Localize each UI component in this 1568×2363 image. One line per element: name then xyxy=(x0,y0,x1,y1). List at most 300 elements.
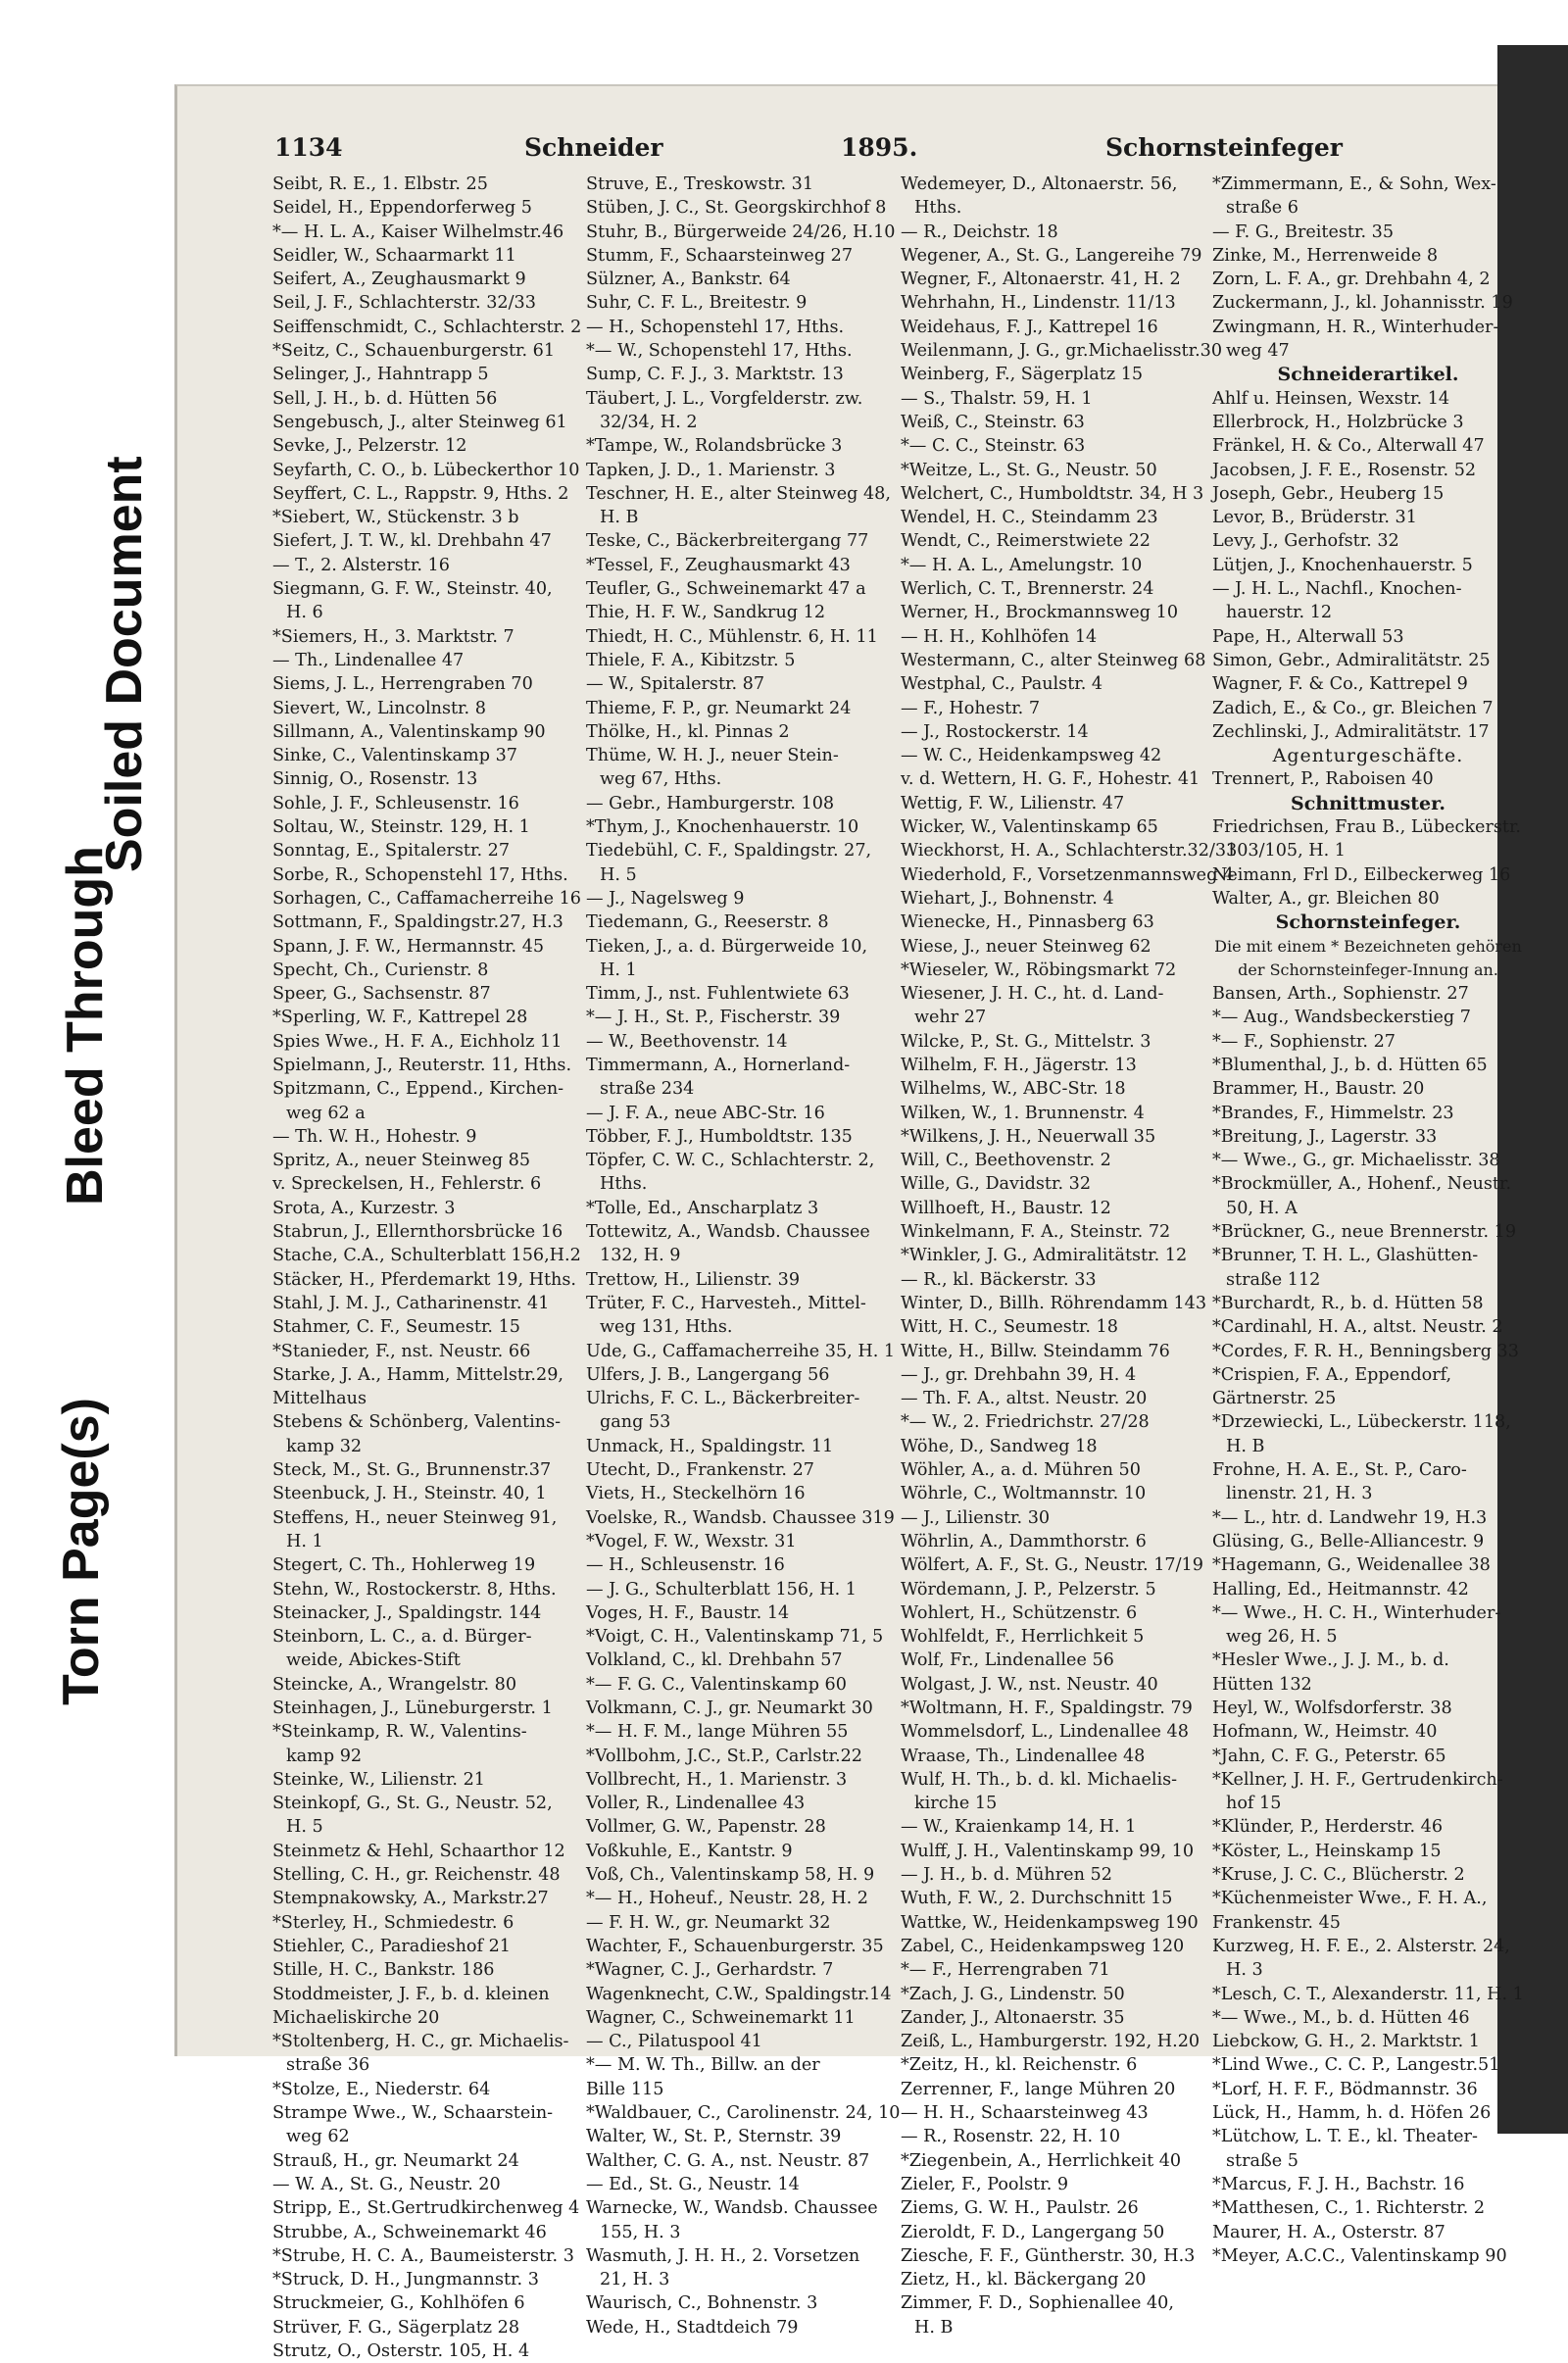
directory-entry: Stille, H. C., Bankstr. 186 xyxy=(272,1960,495,1981)
directory-entry: Wasmuth, J. H. H., 2. Vorsetzen xyxy=(586,2245,860,2266)
directory-entry: *— Wwe., M., b. d. Hütten 46 xyxy=(1212,2007,1470,2028)
directory-entry: Wettig, F. W., Lilienstr. 47 xyxy=(901,793,1125,813)
directory-entry: Soltau, W., Steinstr. 129, H. 1 xyxy=(272,817,530,838)
directory-entry: Wommelsdorf, L., Lindenallee 48 xyxy=(901,1722,1189,1743)
directory-entry: *Klünder, P., Herderstr. 46 xyxy=(1212,1817,1444,1838)
directory-entry: *Marcus, F. J. H., Bachstr. 16 xyxy=(1212,2174,1465,2194)
directory-entry: Walther, C. G. A., nst. Neustr. 87 xyxy=(586,2150,870,2171)
directory-entry: Steffens, H., neuer Steinweg 91, xyxy=(272,1507,558,1528)
directory-entry: 50, H. A xyxy=(1226,1198,1298,1218)
directory-entry: Seil, J. F., Schlachterstr. 32/33 xyxy=(272,293,536,314)
directory-entry: *— F., Herrengraben 71 xyxy=(901,1960,1110,1981)
directory-entry: Wattke, W., Heidenkampsweg 190 xyxy=(901,1912,1199,1933)
directory-entry: Steck, M., St. G., Brunnenstr.37 xyxy=(272,1460,552,1481)
directory-entry: Strutz, O., Osterstr. 105, H. 4 xyxy=(272,2341,530,2362)
directory-entry: Weidehaus, F. J., Kattrepel 16 xyxy=(901,317,1158,337)
directory-entry: Stebens & Schönberg, Valentins- xyxy=(272,1412,562,1433)
directory-entry: H. 5 xyxy=(286,1817,323,1838)
directory-entry: Wille, G., Davidstr. 32 xyxy=(901,1174,1092,1195)
directory-entry: H. B xyxy=(600,508,639,528)
directory-entry: Voller, R., Lindenallee 43 xyxy=(586,1794,806,1814)
directory-entry: Will, C., Beethovenstr. 2 xyxy=(901,1151,1111,1171)
directory-entry: *Crispien, F. A., Eppendorf, xyxy=(1212,1364,1452,1385)
directory-entry: Többer, F. J., Humboldtstr. 135 xyxy=(586,1126,853,1147)
directory-entry: straße 6 xyxy=(1226,198,1298,219)
directory-entry: — Th., Lindenallee 47 xyxy=(272,650,465,670)
directory-entry: Siefert, J. T. W., kl. Drehbahn 47 xyxy=(272,531,552,552)
directory-entry: Timmermann, A., Hornerland- xyxy=(586,1055,851,1075)
directory-entry: Zechlinski, J., Admiralitätstr. 17 xyxy=(1212,721,1490,742)
directory-entry: Wilhelms, W., ABC-Str. 18 xyxy=(901,1079,1126,1100)
directory-entry: *Jahn, C. F. G., Peterstr. 65 xyxy=(1212,1746,1446,1766)
directory-entry: Bansen, Arth., Sophienstr. 27 xyxy=(1212,984,1469,1005)
directory-entry: *Brückner, G., neue Brennerstr. 19 xyxy=(1212,1222,1517,1243)
directory-entry: Thie, H. F. W., Sandkrug 12 xyxy=(586,603,826,623)
running-head xyxy=(274,133,1490,165)
directory-entry: Zabel, C., Heidenkampsweg 120 xyxy=(901,1936,1185,1956)
directory-entry: Teske, C., Bäckerbreitergang 77 xyxy=(586,531,869,552)
directory-entry: *Brunner, T. H. L., Glashütten- xyxy=(1212,1246,1479,1266)
directory-entry: *Cardinahl, H. A., altst. Neustr. 2 xyxy=(1212,1317,1503,1338)
running-head-year: 1895. xyxy=(841,133,918,162)
directory-entry: Strubbe, A., Schweinemarkt 46 xyxy=(272,2222,547,2242)
directory-entry: *Zach, J. G., Lindenstr. 50 xyxy=(901,1984,1125,2004)
directory-entry: 155, H. 3 xyxy=(600,2222,681,2242)
stamp-soiled-document: Soiled Document xyxy=(96,456,153,872)
directory-entry: weg 47 xyxy=(1226,341,1290,362)
directory-entry: kamp 32 xyxy=(286,1436,363,1456)
section-heading: Schnittmuster. xyxy=(1290,792,1446,814)
directory-entry: Volkmann, C. J., gr. Neumarkt 30 xyxy=(586,1698,873,1718)
directory-entry: Wicker, W., Valentinskamp 65 xyxy=(901,817,1158,838)
directory-entry: Suhr, C. F. L., Breitestr. 9 xyxy=(586,293,808,314)
directory-entry: *Brandes, F., Himmelstr. 23 xyxy=(1212,1103,1454,1123)
directory-entry: Ude, G., Caffamacherreihe 35, H. 1 xyxy=(586,1341,896,1361)
directory-entry: *— M. W. Th., Billw. an der xyxy=(586,2055,820,2076)
directory-entry: Sorhagen, C., Caffamacherreihe 16 xyxy=(272,888,581,909)
directory-entry: *Struck, D. H., Jungmannstr. 3 xyxy=(272,2270,539,2290)
directory-entry: Zieler, F., Poolstr. 9 xyxy=(901,2174,1069,2194)
directory-entry: kirche 15 xyxy=(914,1794,998,1814)
directory-entry: *— W., Schopenstehl 17, Hths. xyxy=(586,341,853,362)
directory-entry: Spielmann, J., Reuterstr. 11, Hths. xyxy=(272,1055,572,1075)
directory-entry: *Wagner, C. J., Gerhardstr. 7 xyxy=(586,1960,834,1981)
directory-entry: Werner, H., Brockmannsweg 10 xyxy=(901,603,1179,623)
directory-entry: *Sperling, W. F., Kattrepel 28 xyxy=(272,1008,528,1028)
directory-entry: Sinnig, O., Rosenstr. 13 xyxy=(272,769,478,790)
directory-entry: Zeiß, L., Hamburgerstr. 192, H.20 xyxy=(901,2032,1200,2052)
directory-entry: Sottmann, F., Spaldingstr.27, H.3 xyxy=(272,912,564,933)
directory-entry: Zuckermann, J., kl. Johannisstr. 19 xyxy=(1212,293,1513,314)
directory-entry: *Hesler Wwe., J. J. M., b. d. xyxy=(1212,1650,1449,1671)
directory-entry: Stahl, J. M. J., Catharinenstr. 41 xyxy=(272,1293,550,1313)
directory-entry: *— H. A. L., Amelungstr. 10 xyxy=(901,555,1143,575)
directory-entry: Steinhagen, J., Lüneburgerstr. 1 xyxy=(272,1698,553,1718)
directory-entry: Sengebusch, J., alter Steinweg 61 xyxy=(272,412,567,432)
directory-entry: Wagner, C., Schweinemarkt 11 xyxy=(586,2007,856,2028)
directory-entry: Weilenmann, J. G., gr.Michaelisstr.30 xyxy=(901,341,1223,362)
directory-entry: Strampe Wwe., W., Schaarstein- xyxy=(272,2103,554,2124)
directory-entry: 103/105, H. 1 xyxy=(1226,841,1346,862)
directory-entry: hauerstr. 12 xyxy=(1226,603,1333,623)
directory-entry: Westphal, C., Paulstr. 4 xyxy=(901,674,1103,695)
directory-entry: Thieme, F. P., gr. Neumarkt 24 xyxy=(586,698,852,718)
directory-entry: Sievert, W., Lincolnstr. 8 xyxy=(272,698,486,718)
directory-entry: Stehn, W., Rostockerstr. 8, Hths. xyxy=(272,1579,557,1600)
directory-entry: Spann, J. F. W., Hermannstr. 45 xyxy=(272,936,545,957)
directory-entry: — R., Deichstr. 18 xyxy=(901,222,1058,242)
directory-entry: weg 26, H. 5 xyxy=(1226,1627,1338,1648)
directory-entry: Levy, J., Gerhofstr. 32 xyxy=(1212,531,1399,552)
directory-entry: — R., Rosenstr. 22, H. 10 xyxy=(901,2127,1121,2147)
directory-entry: Hths. xyxy=(914,198,962,219)
directory-entry: *Thym, J., Knochenhauerstr. 10 xyxy=(586,817,859,838)
directory-entry: — F., Hohestr. 7 xyxy=(901,698,1041,718)
directory-entry: Stäcker, H., Pferdemarkt 19, Hths. xyxy=(272,1269,577,1290)
directory-entry: *— H. F. M., lange Mühren 55 xyxy=(586,1722,849,1743)
stamp-torn-pages: Torn Page(s) xyxy=(53,1398,110,1705)
directory-entry: Witt, H. C., Seumestr. 18 xyxy=(901,1317,1118,1338)
directory-entry: Wolf, Fr., Lindenallee 56 xyxy=(901,1650,1114,1671)
directory-entry: *Lind Wwe., C. C. P., Langestr.51 xyxy=(1212,2055,1500,2076)
directory-entry: *Lesch, C. T., Alexanderstr. 11, H. 1 xyxy=(1212,1984,1524,2004)
directory-entry: Ulfers, J. B., Langergang 56 xyxy=(586,1364,830,1385)
directory-entry: hof 15 xyxy=(1226,1794,1282,1814)
directory-entry: Tieken, J., a. d. Bürgerweide 10, xyxy=(586,936,868,957)
directory-entry: *Tessel, F., Zeughausmarkt 43 xyxy=(586,555,851,575)
directory-entry: Steenbuck, J. H., Steinstr. 40, 1 xyxy=(272,1484,547,1504)
directory-entry: H. 1 xyxy=(600,960,637,980)
directory-entry: H. B xyxy=(1226,1436,1265,1456)
directory-entry: Timm, J., nst. Fuhlentwiete 63 xyxy=(586,984,850,1005)
directory-entry: Tapken, J. D., 1. Marienstr. 3 xyxy=(586,460,836,480)
directory-entry: Hofmann, W., Heimstr. 40 xyxy=(1212,1722,1438,1743)
directory-entry: Stache, C.A., Schulterblatt 156,H.2 xyxy=(272,1246,581,1266)
directory-entry: straße 36 xyxy=(286,2055,370,2076)
directory-entry: Walter, A., gr. Bleichen 80 xyxy=(1212,888,1440,909)
directory-entry: Weinberg, F., Sägerplatz 15 xyxy=(901,365,1144,385)
directory-entry: Wulff, J. H., Valentinskamp 99, 10 xyxy=(901,1841,1195,1861)
directory-entry: Specht, Ch., Curienstr. 8 xyxy=(272,960,489,980)
directory-entry: *Matthesen, C., 1. Richterstr. 2 xyxy=(1212,2198,1486,2219)
directory-entry: Wendel, H. C., Steindamm 23 xyxy=(901,508,1158,528)
condition-stamp xyxy=(20,176,153,1725)
directory-entry: *Strube, H. C. A., Baumeisterstr. 3 xyxy=(272,2245,574,2266)
directory-entry: Wilhelm, F. H., Jägerstr. 13 xyxy=(901,1055,1137,1075)
directory-entry: Unmack, H., Spaldingstr. 11 xyxy=(586,1436,834,1456)
directory-entry: gang 53 xyxy=(600,1412,671,1433)
directory-entry: Srota, A., Kurzestr. 3 xyxy=(272,1198,456,1218)
directory-entry: *— Wwe., H. C. H., Winterhuder- xyxy=(1212,1602,1501,1623)
directory-entry: Struve, E., Treskowstr. 31 xyxy=(586,174,814,194)
directory-entry: *Drzewiecki, L., Lübeckerstr. 118, xyxy=(1212,1412,1511,1433)
directory-entry: Wöhrle, C., Woltmannstr. 10 xyxy=(901,1484,1147,1504)
directory-entry: *Siebert, W., Stückenstr. 3 b xyxy=(272,508,519,528)
directory-entry: Trüter, F. C., Harvesteh., Mittel- xyxy=(586,1293,866,1313)
directory-entry: Westermann, C., alter Steinweg 68 xyxy=(901,650,1206,670)
directory-entry: Welchert, C., Humboldtstr. 34, H 3 xyxy=(901,483,1204,504)
directory-entry: Winkelmann, F. A., Steinstr. 72 xyxy=(901,1222,1171,1243)
directory-entry: Vollbrecht, H., 1. Marienstr. 3 xyxy=(586,1769,848,1790)
directory-entry: Seidel, H., Eppendorferweg 5 xyxy=(272,198,532,219)
directory-entry: *Hagemann, G., Weidenallee 38 xyxy=(1212,1555,1491,1576)
directory-entry: Wolgast, J. W., nst. Neustr. 40 xyxy=(901,1674,1158,1695)
directory-entry: *Voigt, C. H., Valentinskamp 71, 5 xyxy=(586,1627,884,1648)
directory-entry: Wördemann, J. P., Pelzerstr. 5 xyxy=(901,1579,1156,1600)
directory-entry: Strauß, H., gr. Neumarkt 24 xyxy=(272,2150,519,2171)
running-head-right: Schornsteinfeger xyxy=(1105,133,1343,162)
directory-entry: Stiehler, C., Paradieshof 21 xyxy=(272,1936,511,1956)
directory-entry: Steinkopf, G., St. G., Neustr. 52, xyxy=(272,1794,553,1814)
directory-entry: *Steinkamp, R. W., Valentins- xyxy=(272,1722,527,1743)
directory-entry: Tiedebühl, C. F., Spaldingstr. 27, xyxy=(586,841,872,862)
directory-entry: Sump, C. F. J., 3. Marktstr. 13 xyxy=(586,365,844,385)
directory-entry: Thölke, H., kl. Pinnas 2 xyxy=(586,721,790,742)
directory-entry: Trettow, H., Lilienstr. 39 xyxy=(586,1269,801,1290)
directory-entry: Wohlfeldt, F., Herrlichkeit 5 xyxy=(901,1627,1145,1648)
directory-entry: *Stoltenberg, H. C., gr. Michaelis- xyxy=(272,2032,569,2052)
directory-entry: Hths. xyxy=(600,1174,648,1195)
directory-entry: — C., Pilatuspool 41 xyxy=(586,2032,762,2052)
directory-entry: Michaeliskirche 20 xyxy=(272,2007,440,2028)
directory-entry: — J., gr. Drehbahn 39, H. 4 xyxy=(901,1364,1137,1385)
directory-entry: Viets, H., Steckelhörn 16 xyxy=(586,1484,806,1504)
section-note: Die mit einem * Bezeichneten gehören xyxy=(1214,936,1522,956)
directory-entry: 32/34, H. 2 xyxy=(600,412,698,432)
directory-entry: Trennert, P., Raboisen 40 xyxy=(1212,769,1434,790)
directory-entry: — J., Nagelsweg 9 xyxy=(586,888,745,909)
directory-entry: Steinborn, L. C., a. d. Bürger- xyxy=(272,1627,532,1648)
directory-entry: *Meyer, A.C.C., Valentinskamp 90 xyxy=(1212,2245,1507,2266)
directory-entry: Stegert, C. Th., Hohlerweg 19 xyxy=(272,1555,536,1576)
directory-entry: Voges, H. F., Baustr. 14 xyxy=(586,1602,790,1623)
directory-entry: Ulrichs, F. C. L., Bäckerbreiter- xyxy=(586,1389,860,1409)
directory-entry: Maurer, H. A., Osterstr. 87 xyxy=(1212,2222,1446,2242)
directory-entry: Joseph, Gebr., Heuberg 15 xyxy=(1212,483,1445,504)
directory-entry: Zander, J., Altonaerstr. 35 xyxy=(901,2007,1125,2028)
directory-entry: *Lorf, H. F. F., Bödmannstr. 36 xyxy=(1212,2079,1478,2099)
directory-entry: weg 62 a xyxy=(286,1103,366,1123)
directory-entry: Stoddmeister, J. F., b. d. kleinen xyxy=(272,1984,550,2004)
directory-entry: Speer, G., Sachsenstr. 87 xyxy=(272,984,491,1005)
directory-entry: Spitzmann, C., Eppend., Kirchen- xyxy=(272,1079,564,1100)
directory-entry: Hütten 132 xyxy=(1212,1674,1312,1695)
directory-entry: *— Aug., Wandsbeckerstieg 7 xyxy=(1212,1008,1471,1028)
directory-entry: Thiele, F. A., Kibitzstr. 5 xyxy=(586,650,796,670)
directory-entry: H. 6 xyxy=(286,603,323,623)
directory-entry: — R., kl. Bäckerstr. 33 xyxy=(901,1269,1097,1290)
directory-entry: Ahlf u. Heinsen, Wexstr. 14 xyxy=(1212,388,1450,409)
directory-entry: Steinmetz & Hehl, Schaarthor 12 xyxy=(272,1841,565,1861)
directory-entry: Fränkel, H. & Co., Alterwall 47 xyxy=(1212,436,1485,457)
directory-entry: Tottewitz, A., Wandsb. Chaussee xyxy=(586,1222,870,1243)
directory-entry: *Kruse, J. C. C., Blücherstr. 2 xyxy=(1212,1865,1465,1886)
directory-entry: Ziesche, F. F., Güntherstr. 30, H.3 xyxy=(901,2245,1196,2266)
directory-entry: — W., Kraienkamp 14, H. 1 xyxy=(901,1817,1137,1838)
directory-entry: Volkland, C., kl. Drehbahn 57 xyxy=(586,1650,843,1671)
directory-entry: — Ed., St. G., Neustr. 14 xyxy=(586,2174,800,2194)
directory-entry: — H., Schopenstehl 17, Hths. xyxy=(586,317,845,337)
directory-column-2 xyxy=(586,172,901,2339)
directory-entry: — J. F. A., neue ABC-Str. 16 xyxy=(586,1103,825,1123)
directory-entry: Starke, J. A., Hamm, Mittelstr.29, xyxy=(272,1364,564,1385)
directory-entry: Stahmer, C. F., Seumestr. 15 xyxy=(272,1317,521,1338)
directory-entry: — T., 2. Alsterstr. 16 xyxy=(272,555,450,575)
directory-entry: Seidler, W., Schaarmarkt 11 xyxy=(272,245,516,266)
directory-entry: Struckmeier, G., Kohlhöfen 6 xyxy=(272,2293,525,2314)
directory-entry: H. 5 xyxy=(600,864,637,885)
directory-entry: straße 112 xyxy=(1226,1269,1321,1290)
directory-entry: *Lütchow, L. T. E., kl. Theater- xyxy=(1212,2127,1478,2147)
directory-entry: Willhoeft, H., Baustr. 12 xyxy=(901,1198,1111,1218)
directory-entry: *Wieseler, W., Röbingsmarkt 72 xyxy=(901,960,1177,980)
directory-entry: Wendt, C., Reimerstwiete 22 xyxy=(901,531,1151,552)
directory-entry: Voelske, R., Wandsb. Chaussee 319 xyxy=(586,1507,895,1528)
directory-entry: Jacobsen, J. F. E., Rosenstr. 52 xyxy=(1212,460,1477,480)
directory-entry: — H., Schleusenstr. 16 xyxy=(586,1555,785,1576)
directory-entry: Wilken, W., 1. Brunnenstr. 4 xyxy=(901,1103,1145,1123)
directory-entry: Vollmer, G. W., Papenstr. 28 xyxy=(586,1817,826,1838)
directory-entry: — S., Thalstr. 59, H. 1 xyxy=(901,388,1093,409)
directory-entry: Wraase, Th., Lindenallee 48 xyxy=(901,1746,1146,1766)
directory-entry: *— C. C., Steinstr. 63 xyxy=(901,436,1086,457)
directory-entry: Steinke, W., Lilienstr. 21 xyxy=(272,1769,485,1790)
directory-entry: Wegener, A., St. G., Langereihe 79 xyxy=(901,245,1202,266)
directory-entry: Simon, Gebr., Admiralitätstr. 25 xyxy=(1212,650,1491,670)
directory-entry: *Vogel, F. W., Wexstr. 31 xyxy=(586,1531,797,1551)
directory-entry: Bille 115 xyxy=(586,2079,664,2099)
directory-entry: Thüme, W. H. J., neuer Stein- xyxy=(586,746,839,766)
directory-entry: wehr 27 xyxy=(914,1008,987,1028)
directory-entry: *Burchardt, R., b. d. Hütten 58 xyxy=(1212,1293,1484,1313)
directory-entry: Ellerbrock, H., Holzbrücke 3 xyxy=(1212,412,1464,432)
directory-entry: Winter, D., Billh. Röhrendamm 143 xyxy=(901,1293,1207,1313)
directory-entry: *— H. L. A., Kaiser Wilhelmstr.46 xyxy=(272,222,564,242)
directory-entry: Wilcke, P., St. G., Mittelstr. 3 xyxy=(901,1031,1152,1052)
directory-entry: Frohne, H. A. E., St. P., Caro- xyxy=(1212,1460,1467,1481)
directory-entry: Wuth, F. W., 2. Durchschnitt 15 xyxy=(901,1889,1173,1909)
page-number: 1134 xyxy=(274,133,343,162)
directory-entry: *Tolle, Ed., Anscharplatz 3 xyxy=(586,1198,819,1218)
directory-entry: Heyl, W., Wolfsdorferstr. 38 xyxy=(1212,1698,1452,1718)
directory-entry: Wulf, H. Th., b. d. kl. Michaelis- xyxy=(901,1769,1178,1790)
directory-entry: Wiederhold, F., Vorsetzenmannsweg 4 xyxy=(901,864,1235,885)
directory-entry: Voß, Ch., Valentinskamp 58, H. 9 xyxy=(586,1865,875,1886)
directory-entry: Tiedemann, G., Reeserstr. 8 xyxy=(586,912,829,933)
directory-entry: Stumm, F., Schaarsteinweg 27 xyxy=(586,245,854,266)
directory-entry: Spritz, A., neuer Steinweg 85 xyxy=(272,1151,531,1171)
directory-entry: — J., Rostockerstr. 14 xyxy=(901,721,1089,742)
directory-entry: Neimann, Frl D., Eilbeckerweg 16 xyxy=(1212,864,1511,885)
directory-entry: Sohle, J. F., Schleusenstr. 16 xyxy=(272,793,519,813)
directory-entry: Levor, B., Brüderstr. 31 xyxy=(1212,508,1417,528)
directory-entry: — Th. F. A., altst. Neustr. 20 xyxy=(901,1389,1148,1409)
directory-entry: Waurisch, C., Bohnenstr. 3 xyxy=(586,2293,818,2314)
directory-entry: Wiese, J., neuer Steinweg 62 xyxy=(901,936,1152,957)
directory-entry: Zerrenner, F., lange Mühren 20 xyxy=(901,2079,1176,2099)
directory-entry: Sillmann, A., Valentinskamp 90 xyxy=(272,721,546,742)
directory-entry: Zadich, E., & Co., gr. Bleichen 7 xyxy=(1212,698,1494,718)
directory-entry: Zwingmann, H. R., Winterhuder- xyxy=(1212,317,1499,337)
directory-entry: Weiß, C., Steinstr. 63 xyxy=(901,412,1085,432)
directory-column-3 xyxy=(901,172,1238,2339)
directory-entry: Wegner, F., Altonaerstr. 41, H. 2 xyxy=(901,270,1181,290)
directory-entry: linenstr. 21, H. 3 xyxy=(1226,1484,1373,1504)
directory-entry: *Zimmermann, E., & Sohn, Wex- xyxy=(1212,174,1496,194)
directory-entry: Kurzweg, H. F. E., 2. Alsterstr. 24, xyxy=(1212,1936,1510,1956)
directory-entry: *— H., Hoheuf., Neustr. 28, H. 2 xyxy=(586,1889,868,1909)
directory-entry: straße 5 xyxy=(1226,2150,1298,2171)
directory-entry: Stuhr, B., Bürgerweide 24/26, H.10 xyxy=(586,222,896,242)
directory-entry: Wehrhahn, H., Lindenstr. 11/13 xyxy=(901,293,1176,314)
directory-entry: 21, H. 3 xyxy=(600,2270,670,2290)
directory-entry: Utecht, D., Frankenstr. 27 xyxy=(586,1460,814,1481)
directory-entry: *Vollbohm, J.C., St.P., Carlstr.22 xyxy=(586,1746,862,1766)
directory-entry: — W. A., St. G., Neustr. 20 xyxy=(272,2174,501,2194)
directory-entry: Halling, Ed., Heitmannstr. 42 xyxy=(1212,1579,1469,1600)
directory-entry: Warnecke, W., Wandsb. Chaussee xyxy=(586,2198,878,2219)
directory-entry: *Blumenthal, J., b. d. Hütten 65 xyxy=(1212,1055,1488,1075)
directory-entry: Gärtnerstr. 25 xyxy=(1212,1389,1337,1409)
directory-entry: Siems, J. L., Herrengraben 70 xyxy=(272,674,533,695)
section-heading: Schornsteinfeger. xyxy=(1275,911,1461,934)
directory-entry: Wienecke, H., Pinnasberg 63 xyxy=(901,912,1154,933)
directory-entry: Seyfarth, C. O., b. Lübeckerthor 10 xyxy=(272,460,580,480)
directory-entry: Seiffenschmidt, C., Schlachterstr. 2 xyxy=(272,317,582,337)
directory-entry: *Winkler, J. G., Admiralitätstr. 12 xyxy=(901,1246,1188,1266)
running-head-left: Schneider xyxy=(524,133,663,162)
directory-entry: Wieckhorst, H. A., Schlachterstr.32/33 xyxy=(901,841,1238,862)
directory-entry: weide, Abickes-Stift xyxy=(286,1650,461,1671)
directory-entry: Ziems, G. W. H., Paulstr. 26 xyxy=(901,2198,1139,2219)
directory-entry: Friedrichsen, Frau B., Lübeckerstr. xyxy=(1212,817,1522,838)
directory-entry: *Sterley, H., Schmiedestr. 6 xyxy=(272,1912,514,1933)
directory-entry: *— F., Sophienstr. 27 xyxy=(1212,1031,1396,1052)
directory-entry: Seibt, R. E., 1. Elbstr. 25 xyxy=(272,174,488,194)
stamp-bleed-through: Bleed Through xyxy=(57,846,114,1206)
directory-entry: Frankenstr. 45 xyxy=(1212,1912,1341,1933)
directory-entry: Sevke, J., Pelzerstr. 12 xyxy=(272,436,467,457)
directory-entry: Spies Wwe., H. F. A., Eichholz 11 xyxy=(272,1031,563,1052)
directory-entry: weg 62 xyxy=(286,2127,350,2147)
directory-entry: — H. H., Schaarsteinweg 43 xyxy=(901,2103,1149,2124)
directory-entry: Sell, J. H., b. d. Hütten 56 xyxy=(272,388,498,409)
directory-entry: *Wilkens, J. H., Neuerwall 35 xyxy=(901,1126,1156,1147)
directory-entry: Glüsing, G., Belle-Alliancestr. 9 xyxy=(1212,1531,1485,1551)
directory-entry: *Ziegenbein, A., Herrlichkeit 40 xyxy=(901,2150,1182,2171)
directory-entry: Stabrun, J., Ellernthorsbrücke 16 xyxy=(272,1222,564,1243)
directory-entry: — J. H., b. d. Mühren 52 xyxy=(901,1865,1112,1886)
directory-entry: Pape, H., Alterwall 53 xyxy=(1212,626,1404,647)
directory-entry: Siegmann, G. F. W., Steinstr. 40, xyxy=(272,579,553,600)
directory-entry: Lück, H., Hamm, h. d. Höfen 26 xyxy=(1212,2103,1492,2124)
directory-entry: *Stolze, E., Niederstr. 64 xyxy=(272,2079,491,2099)
directory-entry: — W. C., Heidenkampsweg 42 xyxy=(901,746,1162,766)
directory-entry: *Kellner, J. H. F., Gertrudenkirch- xyxy=(1212,1769,1503,1790)
directory-entry: v. Spreckelsen, H., Fehlerstr. 6 xyxy=(272,1174,542,1195)
directory-entry: Wede, H., Stadtdeich 79 xyxy=(586,2317,799,2338)
directory-entry: Stripp, E., St.Gertrudkirchenweg 4 xyxy=(272,2198,580,2219)
section-note: der Schornsteinfeger-Innung an. xyxy=(1238,960,1498,979)
directory-entry: *Waldbauer, C., Carolinenstr. 24, 10 xyxy=(586,2103,901,2124)
directory-entry: *Seitz, C., Schauenburgerstr. 61 xyxy=(272,341,556,362)
directory-entry: *— F. G. C., Valentinskamp 60 xyxy=(586,1674,847,1695)
directory-entry: Wagner, F. & Co., Kattrepel 9 xyxy=(1212,674,1468,695)
directory-entry: *Tampe, W., Rolandsbrücke 3 xyxy=(586,436,843,457)
directory-entry: Witte, H., Billw. Steindamm 76 xyxy=(901,1341,1170,1361)
directory-entry: Wöhler, A., a. d. Mühren 50 xyxy=(901,1460,1141,1481)
directory-entry: Voßkuhle, E., Kantstr. 9 xyxy=(586,1841,793,1861)
